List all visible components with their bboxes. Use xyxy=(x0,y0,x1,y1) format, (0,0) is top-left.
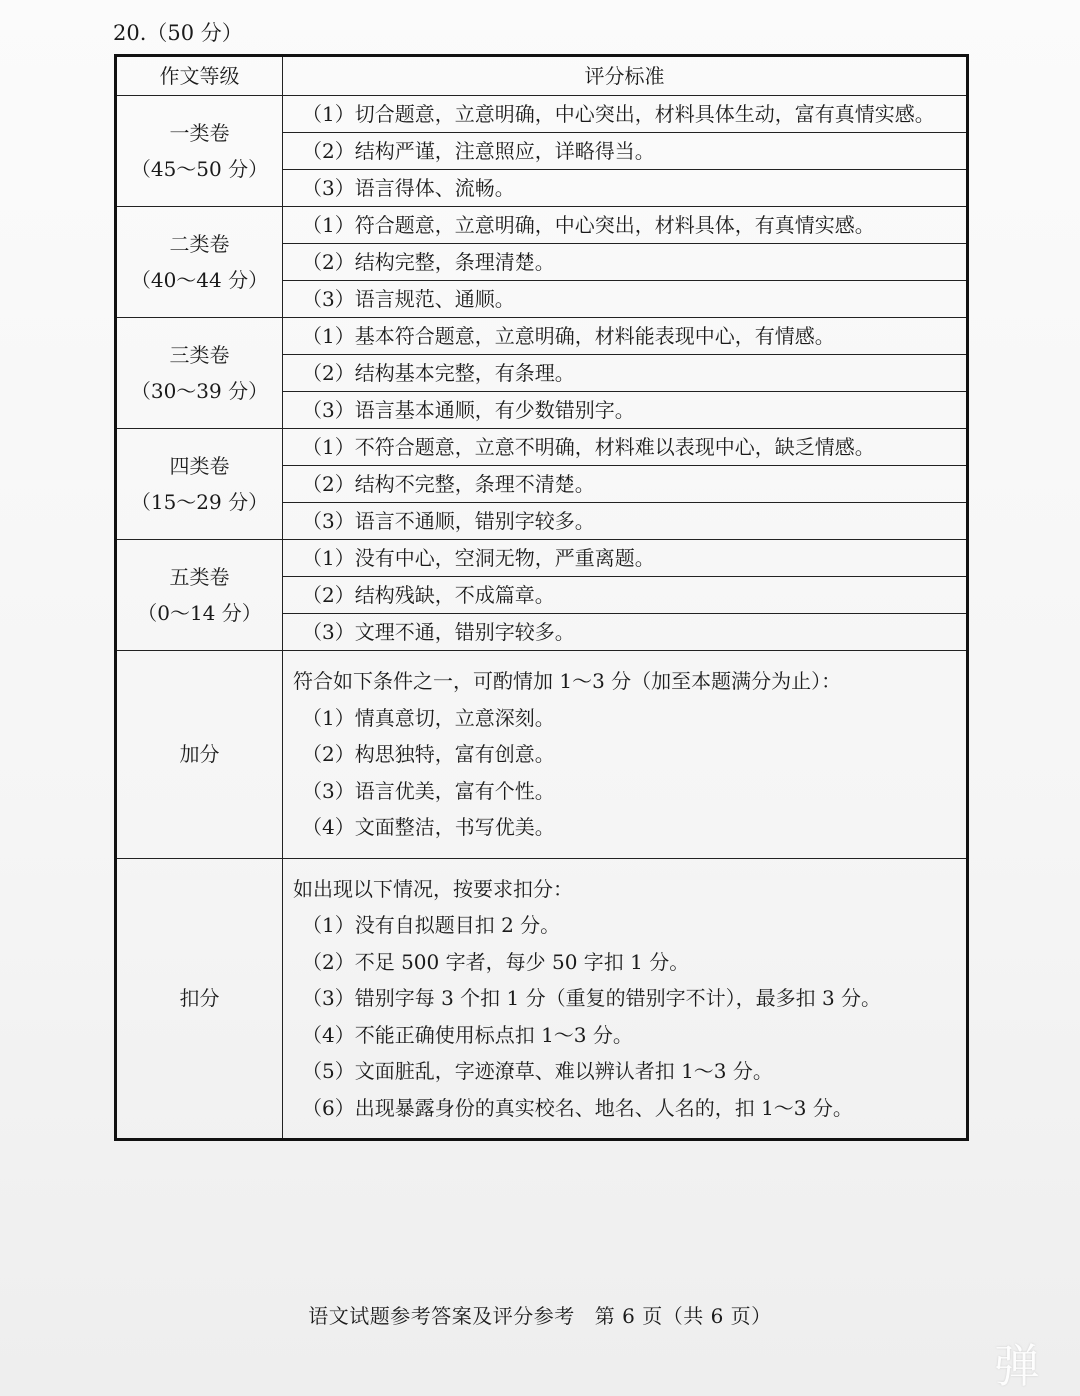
criterion: （3）文理不通，错别字较多。 xyxy=(283,614,968,651)
bonus-row xyxy=(116,651,968,859)
header-criteria: 评分标准 xyxy=(283,56,968,96)
table-header-row xyxy=(116,56,968,96)
criterion: （1）符合题意，立意明确，中心突出，材料具体，有真情实感。 xyxy=(283,207,968,244)
level-name: 五类卷 xyxy=(169,565,230,589)
criterion: （1）基本符合题意，立意明确，材料能表现中心，有情感。 xyxy=(283,318,968,355)
bonus-item: （3）语言优美，富有个性。 xyxy=(302,778,555,803)
level-name: 三类卷 xyxy=(169,343,230,367)
level-cell xyxy=(116,96,283,207)
level-name: 二类卷 xyxy=(169,232,230,256)
level-range: （0～14 分） xyxy=(137,601,262,625)
criterion: （2）结构残缺，不成篇章。 xyxy=(283,577,968,614)
criterion: （2）结构完整，条理清楚。 xyxy=(283,244,968,281)
level-cell xyxy=(116,429,283,540)
footer-page-info: 第 6 页（共 6 页） xyxy=(594,1304,772,1328)
bonus-intro: 符合如下条件之一，可酌情加 1～3 分（加至本题满分为止）： xyxy=(293,669,842,693)
question-header: 20.（50 分） xyxy=(113,21,243,45)
level-range: （45～50 分） xyxy=(130,157,269,181)
criterion: （1）没有中心，空洞无物，严重离题。 xyxy=(283,540,968,577)
bonus-item: （2）构思独特，富有创意。 xyxy=(302,742,555,766)
table-row xyxy=(116,207,968,244)
header-level: 作文等级 xyxy=(116,56,283,96)
deduction-label: 扣分 xyxy=(116,858,283,1140)
level-cell xyxy=(116,540,283,651)
criterion: （3）语言基本通顺，有少数错别字。 xyxy=(283,392,968,429)
footer-doc-title: 语文试题参考答案及评分参考 xyxy=(308,1304,575,1328)
criterion: （3）语言不通顺，错别字较多。 xyxy=(283,503,968,540)
table-row xyxy=(116,540,968,577)
deduction-intro: 如出现以下情况，按要求扣分： xyxy=(293,876,573,901)
level-cell xyxy=(116,207,283,318)
level-cell xyxy=(116,318,283,429)
deduction-item: （2）不足 500 字者，每少 50 字扣 1 分。 xyxy=(302,949,690,974)
level-name: 一类卷 xyxy=(169,121,230,145)
level-range: （40～44 分） xyxy=(130,268,269,292)
criterion: （2）结构基本完整，有条理。 xyxy=(283,355,968,392)
bonus-item: （4）文面整洁，书写优美。 xyxy=(302,815,555,839)
deduction-item: （5）文面脏乱，字迹潦草、难以辨认者扣 1～3 分。 xyxy=(302,1059,773,1083)
deduction-item: （1）没有自拟题目扣 2 分。 xyxy=(302,913,561,937)
rubric-table xyxy=(114,54,969,1141)
deduction-item: （6）出现暴露身份的真实校名、地名、人名的，扣 1～3 分。 xyxy=(302,1095,853,1120)
level-range: （15～29 分） xyxy=(130,490,269,514)
bonus-label: 加分 xyxy=(116,651,283,859)
bonus-criteria xyxy=(283,651,968,859)
level-range: （30～39 分） xyxy=(130,379,269,403)
deduction-row xyxy=(116,858,968,1140)
deduction-item: （3）错别字每 3 个扣 1 分（重复的错别字不计），最多扣 3 分。 xyxy=(302,986,882,1010)
criterion: （3）语言规范、通顺。 xyxy=(283,281,968,318)
table-row xyxy=(116,429,968,466)
criterion: （2）结构严谨，注意照应，详略得当。 xyxy=(283,133,968,170)
criterion: （3）语言得体、流畅。 xyxy=(283,170,968,207)
criterion: （2）结构不完整，条理不清楚。 xyxy=(283,466,968,503)
deduction-criteria xyxy=(283,858,968,1140)
page-footer xyxy=(0,1300,1080,1329)
watermark-glyph: 弹 xyxy=(994,1339,1040,1393)
table-row xyxy=(116,96,968,133)
deduction-item: （4）不能正确使用标点扣 1～3 分。 xyxy=(302,1022,633,1047)
bonus-item: （1）情真意切，立意深刻。 xyxy=(302,705,555,730)
level-name: 四类卷 xyxy=(169,454,230,478)
criterion: （1）不符合题意，立意不明确，材料难以表现中心，缺乏情感。 xyxy=(283,429,968,466)
table-row xyxy=(116,318,968,355)
criterion: （1）切合题意，立意明确，中心突出，材料具体生动，富有真情实感。 xyxy=(283,96,968,133)
